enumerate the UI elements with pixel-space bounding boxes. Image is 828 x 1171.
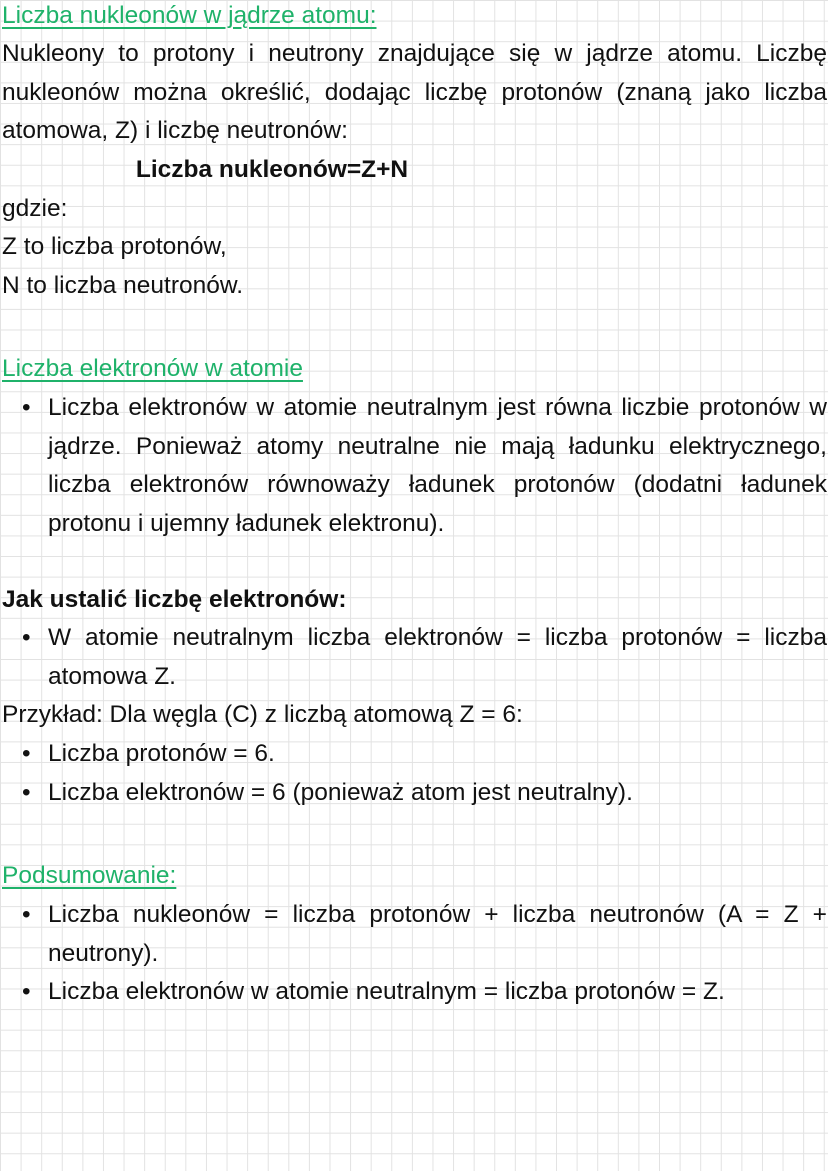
list-item: • W atomie neutralnym liczba elektronów = liczba protonów = liczba atomowa Z.: [2, 619, 827, 696]
summary-list: [2, 896, 827, 1012]
how-to-list: [2, 619, 827, 696]
nucleon-formula: Liczba nukleonów=Z+N: [135, 156, 409, 183]
example-text: Przykład: Dla węgla (C) z liczbą atomową Z = 6:: [2, 701, 523, 728]
subheading-how-to: Jak ustalić liczbę elektronów:: [2, 586, 347, 613]
where-label: gdzie:: [2, 195, 68, 222]
section-heading-electrons: Liczba elektronów w atomie: [2, 355, 303, 382]
list-item: • Liczba elektronów w atomie neutralnym = liczba protonów = Z.: [2, 973, 827, 1012]
section-heading-nucleons: Liczba nukleonów w jądrze atomu:: [2, 2, 377, 29]
electrons-list: [2, 389, 827, 543]
example-list: [2, 735, 827, 812]
list-item: • Liczba nukleonów = liczba protonów + liczba neutronów (A = Z + neutrony).: [2, 896, 827, 973]
list-item: • Liczba protonów = 6.: [2, 735, 827, 774]
section-heading-summary: Podsumowanie:: [2, 862, 177, 889]
list-item: • Liczba elektronów = 6 (ponieważ atom jest neutralny).: [2, 774, 827, 813]
list-item: • Liczba elektronów w atomie neutralnym jest równa liczbie protonów w jądrze. Ponieważ atomy neutralne nie mają ładunku elektrycznego, liczba elektronów równoważy ładunek protonów (dodatni ładunek protonu i ujemny ładunek elektronu).: [2, 389, 827, 543]
z-definition: Z to liczba protonów,: [2, 233, 227, 260]
n-definition: N to liczba neutronów.: [2, 272, 244, 299]
nucleons-paragraph: Nukleony to protony i neutrony znajdujące się w jądrze atomu. Liczbę nukleonów można określić, dodając liczbę protonów (znaną jako liczba atomowa, Z) i liczbę neutronów:: [2, 40, 827, 145]
